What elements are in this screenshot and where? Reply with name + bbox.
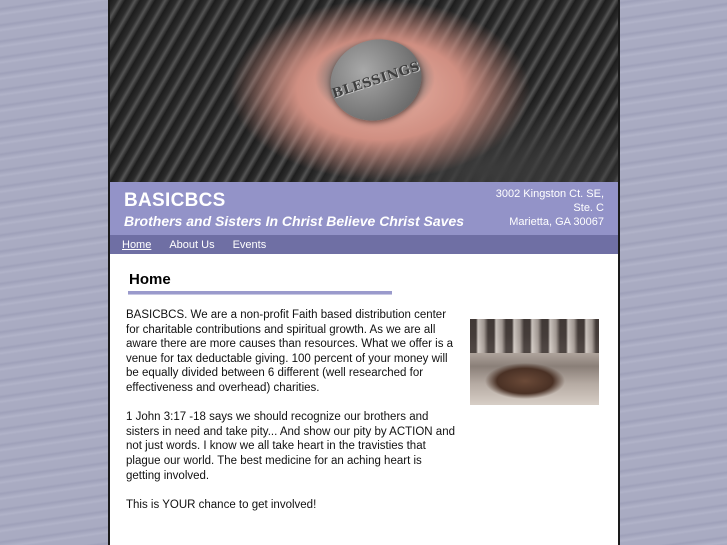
address-line: Marietta, GA 30067 <box>509 216 604 228</box>
page-container <box>108 0 620 545</box>
header-band <box>110 182 618 235</box>
blessings-stone <box>320 28 432 133</box>
paragraph: BASICBCS. We are a non-profit Faith based distribution center for charitable contributions and spiritual growth. As we are all aware there are more causes than resources. What we offer is a venue for tax deductable giving. 100 percent of your money will be equally divided between 6 different (well researched for effectiveness and overhead) charities. <box>126 309 454 394</box>
nav-item-home[interactable]: Home <box>122 238 152 251</box>
nav-item-about-us[interactable]: About Us <box>169 238 215 251</box>
paragraph: 1 John 3:17 -18 says we should recognize our brothers and sisters in need and take pity... And show our pity by ACTION and not just words. I know we all take heart in the travisties that plague our world. The best medicine for an aching heart is getting involved. <box>126 411 455 482</box>
hero-image <box>110 0 618 184</box>
paragraph: This is YOUR chance to get involved! <box>126 498 317 511</box>
site-tagline: Brothers and Sisters In Christ Believe Christ Saves <box>124 213 465 229</box>
address-line: 3002 Kingston Ct. SE, <box>495 188 604 200</box>
site-title: BASICBCS <box>124 190 226 211</box>
stone-text: BLESSINGS <box>330 58 422 102</box>
body-text <box>126 308 459 527</box>
nav-item-events[interactable]: Events <box>232 238 267 251</box>
child-photo <box>470 319 599 405</box>
main-content <box>110 254 618 545</box>
photo-background <box>470 319 599 353</box>
address-block <box>464 187 604 229</box>
page-title: Home <box>129 271 171 288</box>
main-nav <box>110 235 618 254</box>
address-line: Ste. C <box>573 202 604 214</box>
title-underline <box>128 291 392 295</box>
